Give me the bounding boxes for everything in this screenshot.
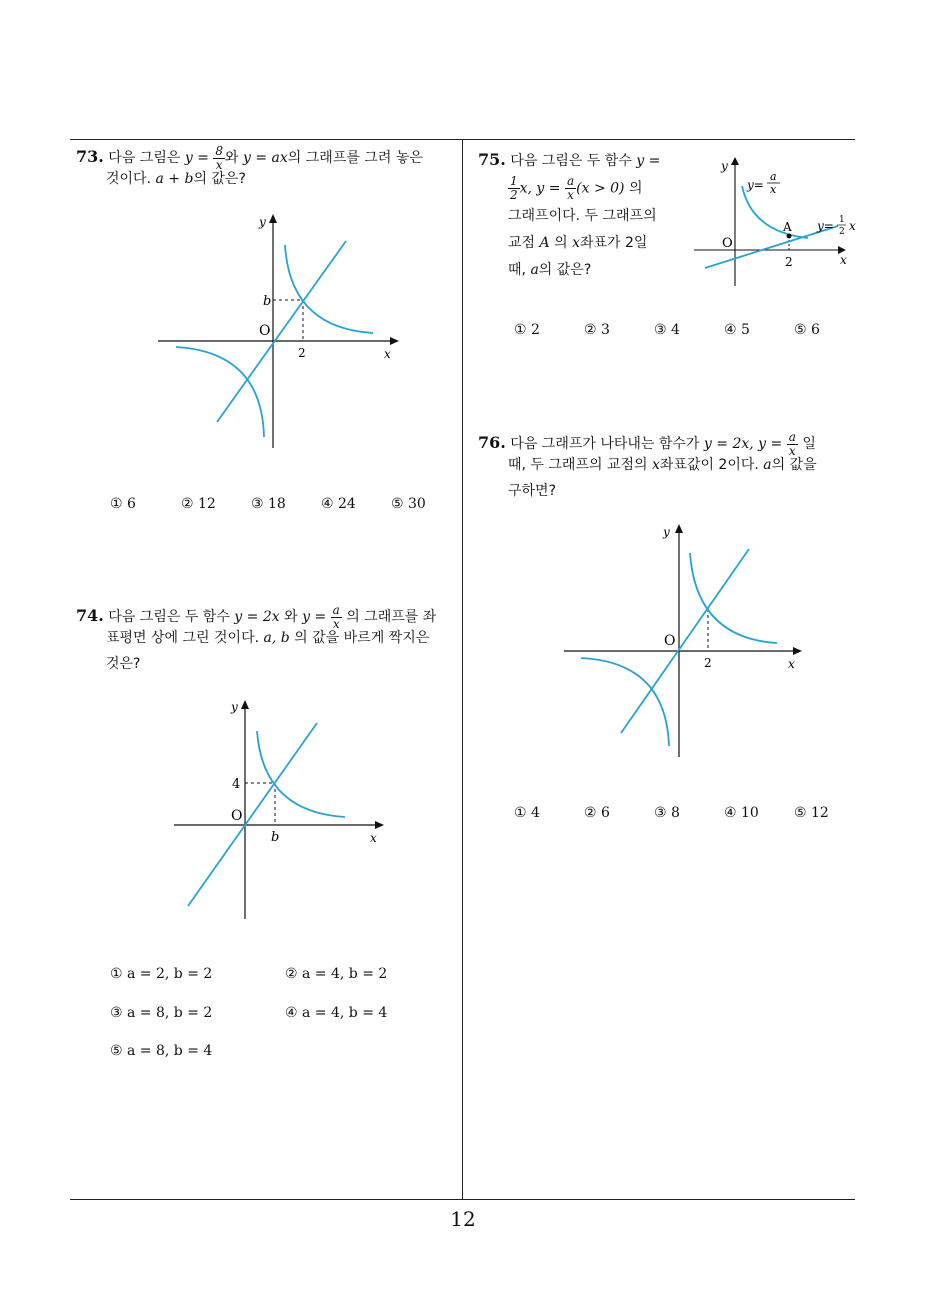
q73-number: 73.: [76, 147, 104, 166]
q74-choice-1[interactable]: ① a = 2, b = 2: [110, 966, 213, 982]
q74-number: 74.: [76, 606, 104, 625]
q73-choice-4[interactable]: ④ 24: [321, 496, 356, 512]
q76-choice-1[interactable]: ① 4: [514, 805, 540, 821]
q73-y-label: y: [259, 215, 266, 229]
q75-line-den: 2: [839, 227, 845, 237]
q74-choice-2[interactable]: ② a = 4, b = 2: [285, 966, 388, 982]
q75-choice-4[interactable]: ④ 5: [724, 322, 750, 338]
q76-origin-label: O: [664, 633, 676, 649]
q75-line-num: 1: [839, 215, 845, 225]
q74-choice-3[interactable]: ③ a = 8, b = 2: [110, 1005, 213, 1021]
q73-text-1: 다음 그림은: [108, 150, 181, 166]
q76-x-arrow: [793, 647, 802, 655]
q75-choice-2[interactable]: ② 3: [584, 322, 610, 338]
q75-two-label: 2: [785, 255, 793, 269]
q75-text-6: 때,: [508, 261, 526, 278]
q74-eq-lhs: y =: [302, 609, 327, 625]
q74-text-4: 표평면 상에 그린 것이다.: [106, 629, 260, 646]
q73-b-label: b: [263, 294, 272, 309]
q73-eq2: y = ax: [243, 150, 288, 166]
q74-b-label: b: [271, 830, 280, 845]
q75-A-label: A: [783, 220, 792, 234]
q75-half-num: 1: [510, 174, 518, 188]
q73-two-label: 2: [298, 346, 306, 360]
q74-x-label: x: [370, 831, 377, 845]
q76-frac-den: x: [788, 443, 796, 458]
q73-frac-den: x: [215, 157, 223, 172]
q76-hyperbola-q3: [581, 658, 669, 746]
q75-mid: x, y =: [519, 180, 561, 197]
q76-text-3: 때, 두 그래프의 교점의: [508, 456, 648, 473]
q74-vars: a, b: [263, 629, 290, 646]
q74-choice-4[interactable]: ④ a = 4, b = 4: [285, 1005, 388, 1021]
q76-a-var: a: [763, 456, 772, 473]
q75-curve-num: a: [770, 170, 777, 183]
q76-hyperbola-q1: [690, 553, 777, 643]
q75-a-var: a: [530, 261, 539, 278]
page-number: 12: [450, 1207, 476, 1231]
q75-choice-5[interactable]: ⑤ 6: [794, 322, 820, 338]
q76-number: 76.: [478, 433, 506, 452]
q76-text-2: 일: [802, 436, 816, 452]
q76-line: [621, 549, 749, 733]
q73-text-5: 의 값은?: [193, 170, 246, 187]
q73-choice-2[interactable]: ② 12: [181, 496, 216, 512]
q76-text-5: 의 값을: [771, 456, 817, 473]
q75-line-label: y=: [817, 219, 834, 233]
q73-x-label: x: [384, 347, 391, 361]
q73-choice-3[interactable]: ③ 18: [251, 496, 286, 512]
q76-eq-lhs: y =: [758, 436, 783, 452]
q75-text-7: 의 값은?: [538, 261, 592, 278]
q75-curve-label: y=: [747, 178, 764, 192]
q74-text-3: 의 그래프를 좌: [346, 609, 437, 625]
q74-choice-5[interactable]: ⑤ a = 8, b = 4: [110, 1043, 213, 1059]
q76-choice-2[interactable]: ② 6: [584, 805, 610, 821]
q75-y-label: y: [721, 159, 728, 173]
q75-line-x: x: [849, 219, 856, 233]
q75-text-2: 의: [628, 180, 643, 197]
q74-origin-label: O: [231, 808, 243, 824]
q75-choice-3[interactable]: ③ 4: [654, 322, 680, 338]
q73-text-3: 의 그래프를 그려 놓은: [287, 150, 423, 166]
q73-choice-5[interactable]: ⑤ 30: [391, 496, 426, 512]
q75-half-den: 2: [510, 188, 518, 202]
q76-choice-4[interactable]: ④ 10: [724, 805, 759, 821]
q73-choice-1[interactable]: ① 6: [110, 496, 136, 512]
q75-eq-lhs: y =: [636, 153, 661, 169]
q74-frac-den: x: [332, 616, 340, 631]
q76-line3: 구하면?: [508, 482, 557, 499]
q75-point-A: A: [539, 234, 550, 251]
q75-text-5: 좌표가 2일: [579, 234, 648, 251]
q75-domain: (x > 0): [576, 180, 625, 197]
q75-number: 75.: [478, 150, 506, 169]
q73-frac-num: 8: [215, 143, 224, 158]
q76-x-label: x: [788, 657, 795, 671]
q74-y-label: y: [231, 700, 238, 714]
q76-y-arrow: [675, 524, 683, 533]
q74-four-label: 4: [232, 777, 241, 792]
q73-expr: a + b: [155, 170, 194, 187]
q75-x-var: x: [572, 234, 580, 251]
q74-text-2: 와: [284, 609, 298, 625]
q74-eq1: y = 2x: [234, 609, 280, 625]
q73-eq-lhs: y =: [184, 150, 209, 166]
q75-text-3: 교점: [508, 234, 536, 251]
q75-x-label: x: [840, 253, 847, 267]
q74-text-1: 다음 그림은 두 함수: [108, 609, 230, 625]
q75-text-4: 의: [554, 234, 568, 251]
q75-line3: 그래프이다. 두 그래프의: [508, 207, 657, 224]
q76-choice-5[interactable]: ⑤ 12: [794, 805, 829, 821]
q75-origin-label: O: [722, 236, 733, 251]
q76-eq1: y = 2x,: [703, 436, 754, 452]
q76-choice-3[interactable]: ③ 8: [654, 805, 680, 821]
q76-text-1: 다음 그래프가 나타내는 함수가: [510, 436, 700, 452]
q76-two-label: 2: [704, 656, 712, 670]
q74-frac-num: a: [332, 602, 340, 617]
q76-text-4: 좌표값이 2이다.: [659, 456, 759, 473]
q73-text-2: 와: [225, 150, 239, 166]
q73-text-4: 것이다.: [106, 170, 152, 187]
q75-choice-1[interactable]: ① 2: [514, 322, 540, 338]
q75-curve-den: x: [770, 183, 777, 196]
q75-frac-den: x: [567, 188, 574, 202]
q76-frac-num: a: [788, 429, 796, 444]
q75-frac-num: a: [566, 174, 575, 188]
q74-text-5: 의 값을 바르게 짝지은: [294, 629, 430, 646]
q76-y-label: y: [663, 525, 670, 539]
q74-line3: 것은?: [106, 655, 141, 672]
q75-text-1: 다음 그림은 두 함수: [510, 153, 632, 169]
q76-x-var: x: [651, 456, 660, 473]
q73-origin-label: O: [259, 323, 271, 339]
